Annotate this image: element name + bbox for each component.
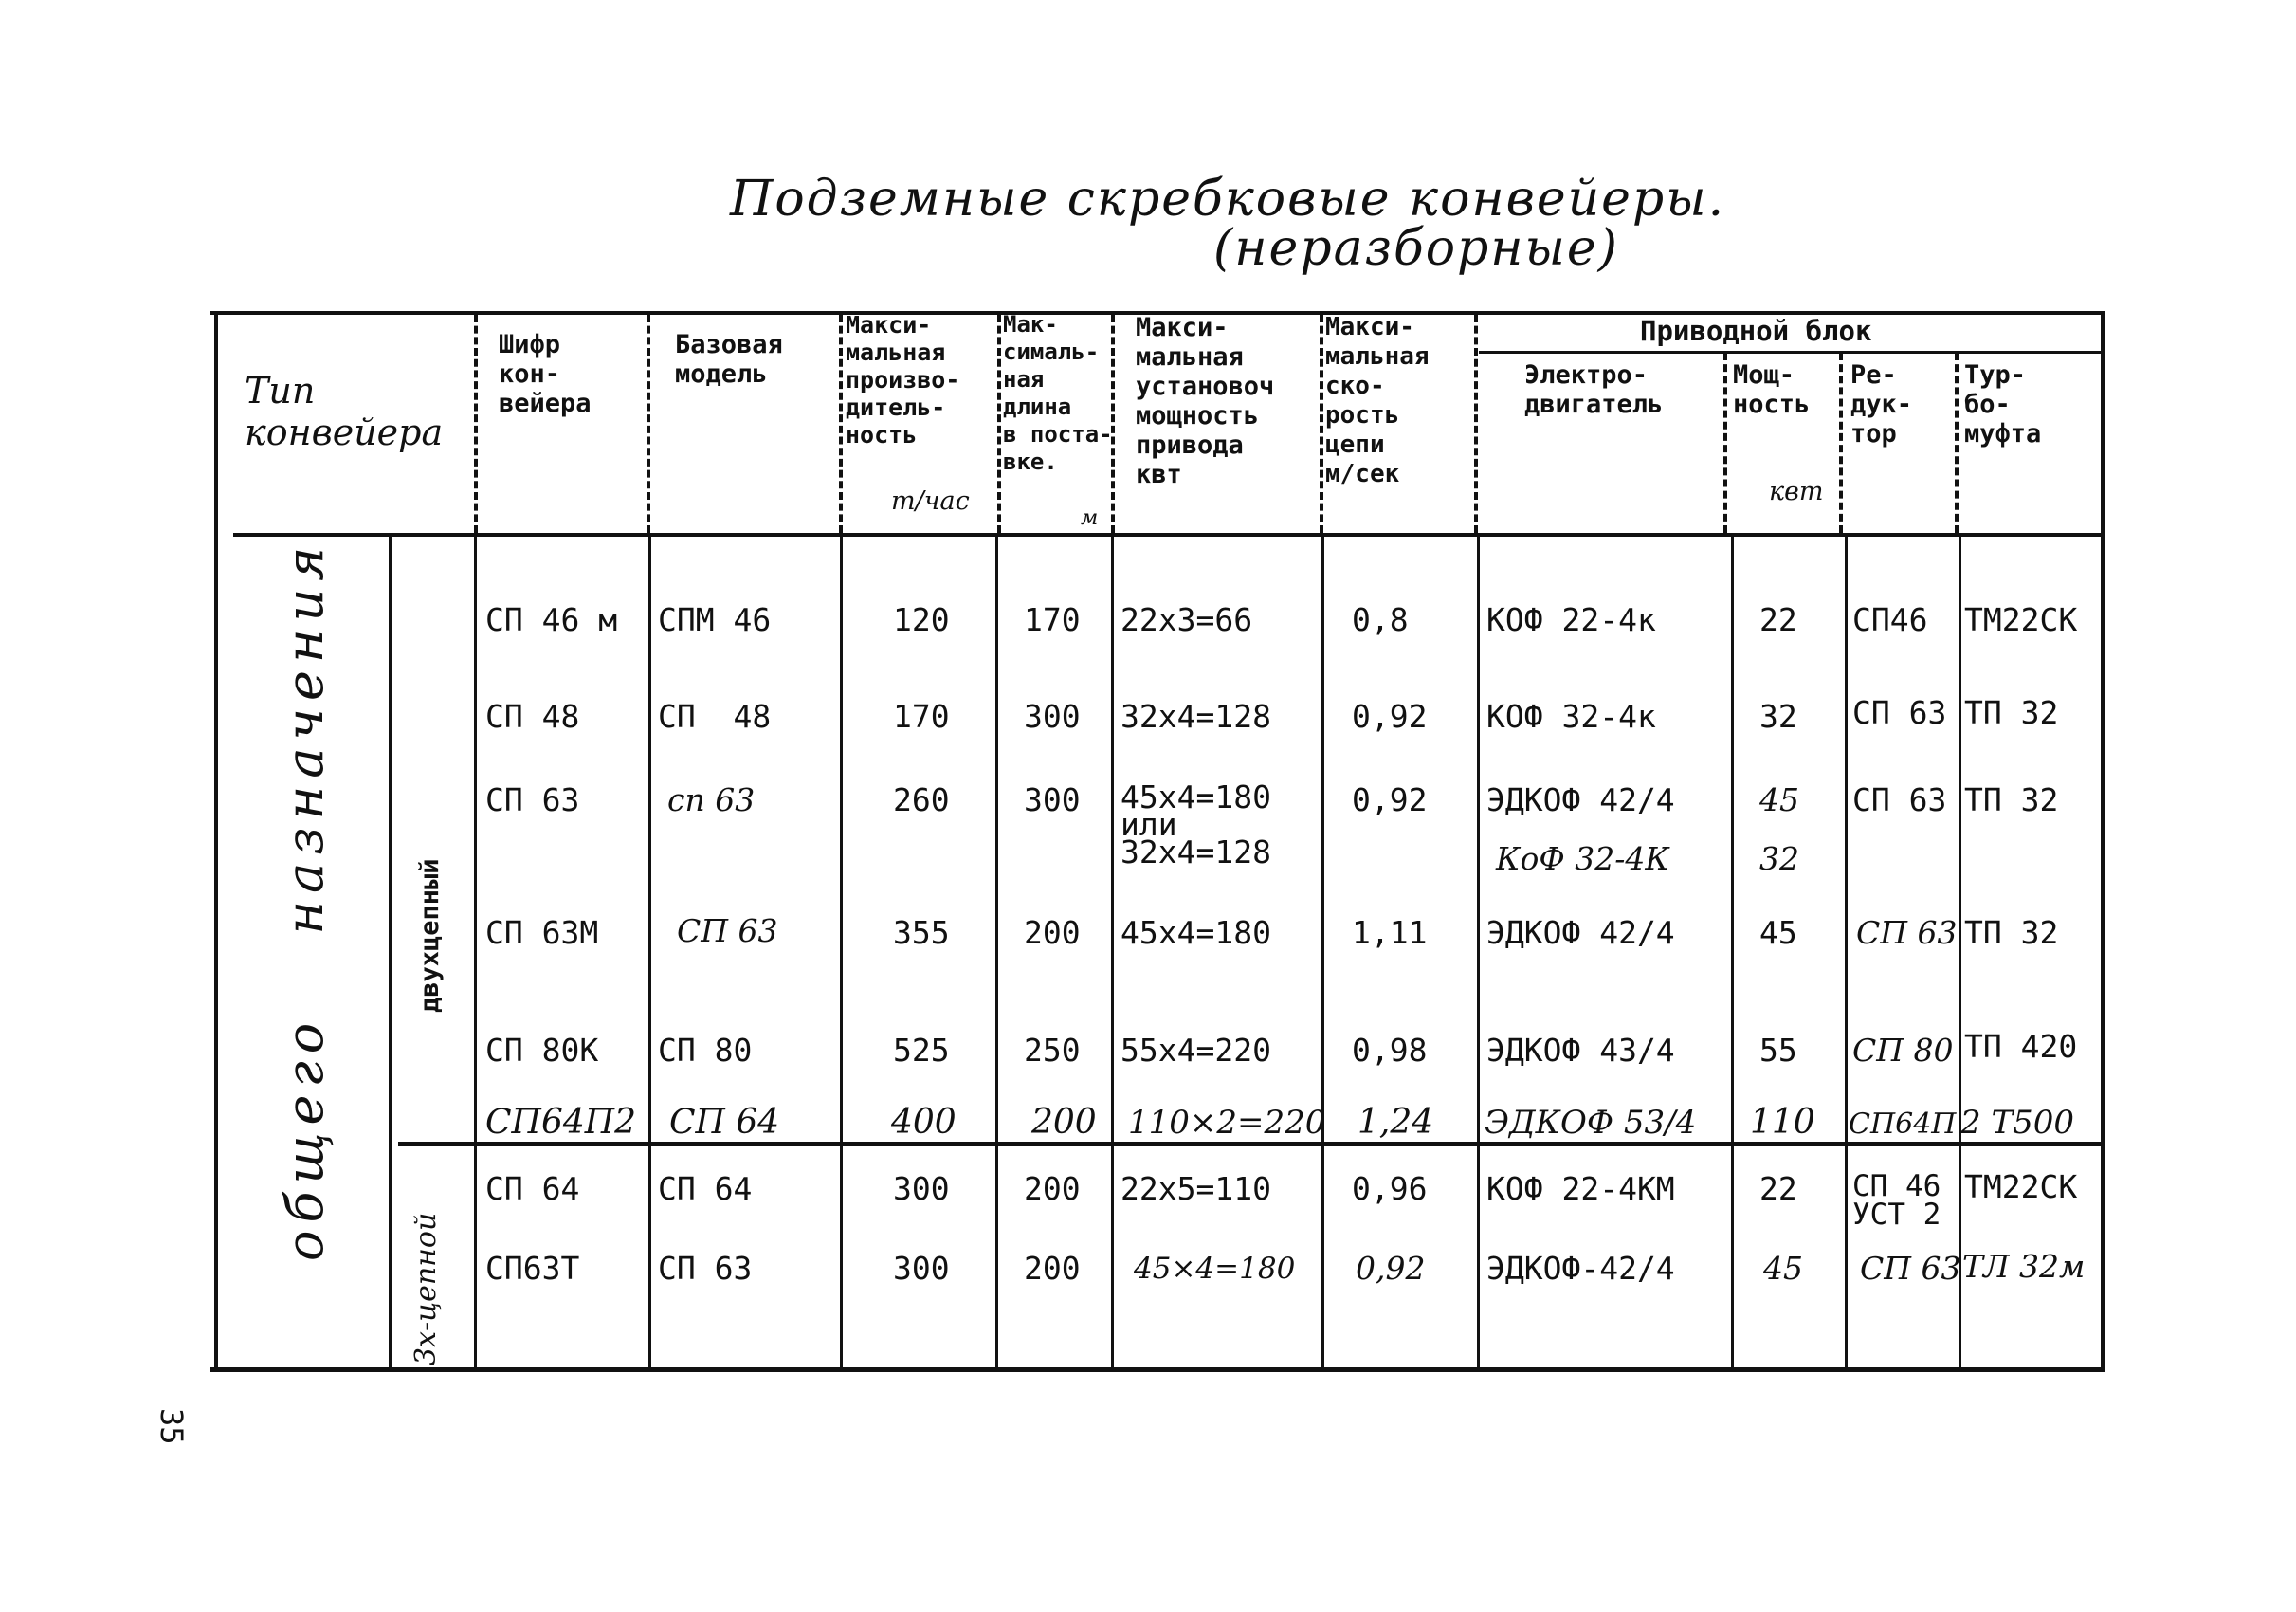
table-right-border: [2101, 311, 2105, 1370]
body-sep: [474, 537, 477, 1371]
header-motor: Электро- двигатель: [1524, 360, 1664, 419]
group-label-vertical: общего назначения: [275, 539, 335, 1261]
body-sep: [1111, 537, 1114, 1371]
cell-coupling: ТМ22СК: [1964, 1168, 2078, 1205]
cell-base: сп 63: [667, 781, 756, 818]
cell-cipher: СП 63: [485, 781, 580, 818]
cell-reducer: СП 46 УСТ 2: [1852, 1169, 1941, 1232]
cell-cipher: СП64П2: [485, 1103, 637, 1142]
cell-speed: 0,92: [1356, 1250, 1426, 1287]
cell-coupling: ТМ22СК: [1964, 601, 2078, 638]
cell-motor-alt: КоФ 32-4К: [1496, 840, 1669, 877]
body-sep: [1959, 537, 1961, 1371]
cell-length: 200: [1024, 1170, 1081, 1207]
cell-cipher: СП 64: [485, 1170, 580, 1207]
cell-motor: ЭДКОФ 42/4: [1486, 781, 1675, 818]
header-productivity-unit: т/час: [891, 486, 970, 516]
cell-motor-power: 45: [1759, 781, 1799, 818]
header-sep: [997, 315, 1001, 533]
header-drive-block: Приводной блок: [1640, 315, 1872, 347]
cell-motor-power: 55: [1759, 1032, 1797, 1069]
body-sep: [840, 537, 843, 1371]
header-sep: [474, 315, 478, 533]
header-motor-power: Мощ- ность: [1733, 360, 1811, 419]
cell-speed: 1,24: [1358, 1103, 1434, 1142]
cell-speed: 1,11: [1352, 914, 1428, 951]
page-subtitle: (неразборные): [1213, 220, 1619, 277]
header-base-model: Базовая модель: [675, 330, 783, 389]
body-sep: [1845, 537, 1848, 1371]
cell-motor-power-alt: 32: [1759, 840, 1799, 877]
header-productivity: Макси- мальная произво- дитель- ность: [846, 311, 960, 449]
cell-motor-power: 110: [1750, 1103, 1815, 1142]
cell-reducer: СП46: [1852, 601, 1928, 638]
cell-length: 200: [1024, 1250, 1081, 1287]
header-power: Макси- мальная установоч мощность привода квт: [1136, 313, 1275, 489]
cell-base: СП 63: [677, 912, 778, 949]
cell-coupling: ТП 32: [1964, 694, 2059, 731]
cell-coupling: ТП 420: [1964, 1028, 2078, 1065]
cell-power: 55x4=220: [1121, 1032, 1271, 1069]
cell-speed: 0,92: [1352, 698, 1428, 735]
body-sep: [648, 537, 651, 1371]
subgroup-triple-chain: 3х-цепной: [410, 1212, 443, 1365]
header-sep: [1839, 353, 1843, 533]
subgroup-double-chain: двухцепный: [415, 858, 445, 1013]
cell-power: 22x5=110: [1121, 1170, 1271, 1207]
cell-cipher: СП 80К: [485, 1032, 599, 1069]
header-sep: [839, 315, 843, 533]
cell-reducer: СП64П: [1849, 1108, 1957, 1141]
cell-productivity: 355: [893, 914, 950, 951]
cell-base: СП 64: [658, 1170, 753, 1207]
body-sep: [1731, 537, 1734, 1371]
header-length: Мак- сималь- ная длина в поста- вке.: [1003, 311, 1113, 475]
header-speed: Макси- мальная ско- рость цепи м/сек: [1325, 313, 1430, 488]
cell-base: СП 80: [658, 1032, 753, 1069]
cell-base: СПМ 46: [658, 601, 772, 638]
cell-power: 45×4=180: [1134, 1252, 1296, 1286]
header-coupling: Тур- бо- муфта: [1964, 360, 2042, 449]
cell-motor: ЭДКОФ 43/4: [1486, 1032, 1675, 1069]
cell-motor: ЭДКОФ 42/4: [1486, 914, 1675, 951]
cell-base: СП 64: [669, 1103, 780, 1142]
cell-length: 300: [1024, 698, 1081, 735]
page-number: 35: [154, 1408, 190, 1445]
cell-power: 22x3=66: [1121, 601, 1253, 638]
cell-productivity: 525: [893, 1032, 950, 1069]
body-sep: [389, 537, 392, 1371]
header-type: Тип конвейера: [245, 370, 444, 453]
cell-productivity: 400: [891, 1103, 957, 1142]
body-sep: [995, 537, 998, 1371]
cell-cipher: СП 63М: [485, 914, 599, 951]
cell-motor: ЭДКОФ 53/4: [1485, 1104, 1697, 1142]
subgroup-separator: [398, 1142, 2105, 1146]
cell-speed: 0,96: [1352, 1170, 1428, 1207]
cell-base: СП 63: [658, 1250, 753, 1287]
cell-base: СП 48: [658, 698, 772, 735]
header-motor-power-unit: квт: [1769, 477, 1824, 506]
cell-motor-power: 45: [1763, 1250, 1803, 1287]
cell-motor: КОФ 22-4КМ: [1486, 1170, 1675, 1207]
cell-speed: 0,98: [1352, 1032, 1428, 1069]
table-bottom-border: [210, 1367, 2105, 1372]
cell-length: 250: [1024, 1032, 1081, 1069]
header-sep: [647, 315, 650, 533]
cell-reducer: СП 63: [1852, 694, 1947, 731]
header-bottom-line: [233, 533, 2105, 537]
header-sep: [1474, 315, 1478, 533]
cell-length: 200: [1031, 1103, 1097, 1142]
body-sep: [1321, 537, 1324, 1371]
cell-coupling: ТЛ 32м: [1962, 1248, 2086, 1285]
header-length-unit: м: [1081, 506, 1099, 530]
cell-speed: 0,8: [1352, 601, 1409, 638]
cell-power: 32x4=128: [1121, 698, 1271, 735]
cell-cipher: СП63Т: [485, 1250, 580, 1287]
cell-power: 110×2=220: [1128, 1104, 1326, 1142]
cell-coupling: ТП 32: [1964, 914, 2059, 951]
cell-productivity: 300: [893, 1170, 950, 1207]
cell-length: 300: [1024, 781, 1081, 818]
cell-coupling: 2 Т500: [1960, 1104, 2075, 1142]
cell-reducer: СП 63: [1852, 781, 1947, 818]
cell-cipher: СП 46 м: [485, 601, 618, 638]
cell-motor-power: 22: [1759, 601, 1797, 638]
cell-power: 45x4=180 или 32x4=128: [1121, 779, 1271, 870]
cell-length: 170: [1024, 601, 1081, 638]
cell-productivity: 120: [893, 601, 950, 638]
cell-power: 45x4=180: [1121, 914, 1271, 951]
header-sep: [1320, 315, 1323, 533]
cell-motor-power: 32: [1759, 698, 1797, 735]
cell-speed: 0,92: [1352, 781, 1428, 818]
header-cipher: Шифр кон- вейера: [499, 330, 592, 418]
cell-productivity: 170: [893, 698, 950, 735]
cell-coupling: ТП 32: [1964, 781, 2059, 818]
cell-motor-power: 45: [1759, 914, 1797, 951]
drive-block-underline: [1479, 351, 2105, 354]
body-sep: [1477, 537, 1480, 1371]
cell-cipher: СП 48: [485, 698, 580, 735]
header-sep: [1955, 353, 1959, 533]
cell-motor: КОФ 32-4к: [1486, 698, 1656, 735]
cell-length: 200: [1024, 914, 1081, 951]
cell-reducer: СП 63: [1860, 1250, 1961, 1287]
header-reducer: Ре- дук- тор: [1850, 360, 1913, 449]
cell-productivity: 260: [893, 781, 950, 818]
cell-motor-power: 22: [1759, 1170, 1797, 1207]
cell-motor: ЭДКОФ-42/4: [1486, 1250, 1675, 1287]
cell-reducer: СП 80: [1852, 1032, 1954, 1069]
table-left-border: [214, 311, 218, 1370]
cell-reducer: СП 63: [1856, 914, 1958, 951]
cell-motor: КОФ 22-4к: [1486, 601, 1656, 638]
page-title: Подземные скребковые конвейеры.: [730, 171, 1726, 228]
header-sep: [1723, 353, 1727, 533]
cell-productivity: 300: [893, 1250, 950, 1287]
